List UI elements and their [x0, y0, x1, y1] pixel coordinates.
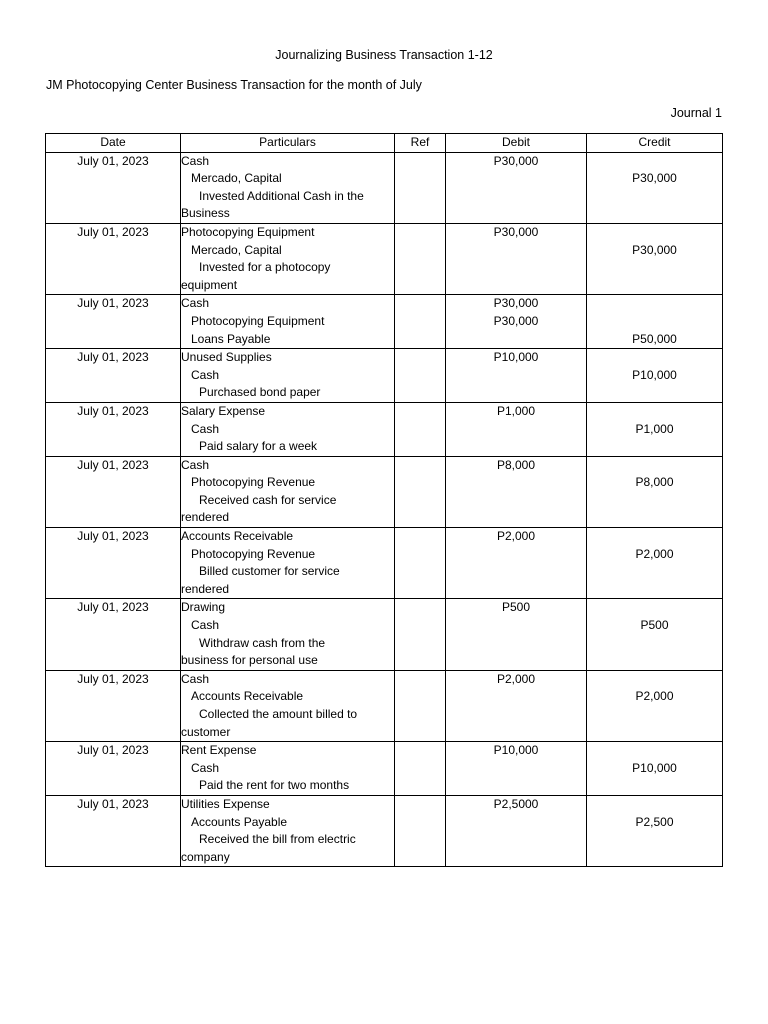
- ref-cell: [395, 402, 446, 456]
- table-row: [46, 295, 723, 349]
- ref-cell: [395, 349, 446, 403]
- credit-cell: [587, 528, 723, 599]
- date-cell: July 01, 2023: [46, 456, 181, 527]
- explanation: Collected the amount billed to: [199, 707, 358, 721]
- particulars-cell: [181, 152, 395, 223]
- ref-cell: [395, 295, 446, 349]
- debit-amount: P30,000: [493, 313, 539, 328]
- credit-amount: P1,000: [635, 421, 674, 436]
- date-cell: July 01, 2023: [46, 795, 181, 866]
- debit-cell: [446, 670, 587, 741]
- explanation: Purchased bond paper: [199, 385, 321, 400]
- credit-amount: P30,000: [632, 242, 677, 257]
- table-row: [46, 599, 723, 670]
- date-cell: July 01, 2023: [46, 670, 181, 741]
- debit-amount: P2,000: [496, 671, 536, 686]
- particulars-cell: [181, 528, 395, 599]
- explanation-continued: Business: [181, 206, 230, 221]
- credit-amount: P50,000: [632, 331, 677, 346]
- explanation-continued: company: [181, 849, 230, 864]
- credit-amount: P10,000: [632, 367, 677, 382]
- table-row: [46, 152, 723, 223]
- debit-account: Utilities Expense: [181, 796, 270, 811]
- credit-spacer: [587, 224, 722, 242]
- credit-cell: [587, 349, 723, 403]
- table-row: [46, 223, 723, 294]
- date-cell: July 01, 2023: [46, 402, 181, 456]
- debit-amount: P1,000: [496, 403, 536, 418]
- ref-cell: [395, 742, 446, 796]
- date-cell: July 01, 2023: [46, 223, 181, 294]
- explanation-continued: business for personal use: [181, 653, 318, 668]
- explanation-continued: rendered: [181, 581, 230, 596]
- explanation-continued: equipment: [181, 277, 238, 292]
- credit-cell: [587, 599, 723, 670]
- particulars-cell: [181, 456, 395, 527]
- debit-cell: [446, 152, 587, 223]
- date-cell: July 01, 2023: [46, 349, 181, 403]
- ref-cell: [395, 670, 446, 741]
- particulars-cell: [181, 670, 395, 741]
- ref-cell: [395, 528, 446, 599]
- credit-amount: P2,000: [635, 546, 674, 561]
- credit-amount: P30,000: [632, 171, 677, 186]
- credit-cell: [587, 456, 723, 527]
- credit-spacer: [587, 313, 722, 331]
- debit-cell: [446, 742, 587, 796]
- date-cell: July 01, 2023: [46, 152, 181, 223]
- debit-cell: [446, 402, 587, 456]
- ref-cell: [395, 223, 446, 294]
- debit-account: Cash: [181, 153, 210, 168]
- credit-spacer: [587, 457, 722, 475]
- credit-cell: [587, 742, 723, 796]
- debit-account: Cash: [181, 296, 210, 311]
- debit-account: Rent Expense: [181, 743, 257, 758]
- credit-account: Cash: [191, 760, 220, 775]
- table-row: [46, 402, 723, 456]
- table-row: [46, 742, 723, 796]
- debit-cell: [446, 456, 587, 527]
- credit-account: Mercado, Capital: [191, 171, 282, 186]
- credit-account: Cash: [191, 618, 220, 633]
- date-cell: July 01, 2023: [46, 599, 181, 670]
- document-title: Journalizing Business Transaction 1-12: [275, 48, 493, 62]
- debit-amount: P30,000: [493, 153, 539, 168]
- table-row: [46, 670, 723, 741]
- table-row: [46, 528, 723, 599]
- debit-account: Accounts Receivable: [181, 529, 294, 544]
- credit-amount: P8,000: [635, 475, 674, 490]
- header-credit: Credit: [587, 134, 723, 153]
- explanation: Received cash for service: [199, 492, 337, 507]
- credit-account: Accounts Payable: [191, 814, 288, 829]
- credit-amount: P2,500: [635, 814, 674, 829]
- debit-cell: [446, 295, 587, 349]
- particulars-cell: [181, 223, 395, 294]
- credit-account: Photocopying Revenue: [191, 546, 316, 561]
- credit-account: Photocopying Revenue: [191, 475, 316, 490]
- debit-amount: P30,000: [493, 296, 539, 311]
- ref-cell: [395, 599, 446, 670]
- credit-amount: P10,000: [632, 760, 677, 775]
- date-cell: July 01, 2023: [46, 742, 181, 796]
- particulars-cell: [181, 599, 395, 670]
- credit-account: Cash: [191, 421, 220, 436]
- explanation-continued: customer: [181, 724, 231, 739]
- particulars-cell: [181, 795, 395, 866]
- explanation: Invested for a photocopy: [199, 260, 331, 275]
- explanation: Withdraw cash from the: [199, 635, 326, 650]
- debit-cell: [446, 223, 587, 294]
- header-particulars: Particulars: [181, 134, 395, 153]
- debit-cell: [446, 795, 587, 866]
- credit-amount: P2,000: [635, 689, 674, 704]
- credit-spacer: [587, 742, 722, 760]
- credit-account: Mercado, Capital: [191, 242, 282, 257]
- explanation: Paid salary for a week: [199, 439, 318, 454]
- explanation-continued: rendered: [181, 510, 230, 525]
- debit-account: Cash: [181, 671, 210, 686]
- credit-account: Photocopying Equipment: [191, 313, 325, 328]
- debit-account: Drawing: [181, 600, 226, 615]
- particulars-cell: [181, 402, 395, 456]
- debit-cell: [446, 349, 587, 403]
- table-row: [46, 795, 723, 866]
- debit-amount: P10,000: [493, 350, 539, 365]
- credit-spacer: [587, 295, 722, 313]
- debit-amount: P8,000: [496, 457, 536, 472]
- date-cell: July 01, 2023: [46, 295, 181, 349]
- particulars-cell: [181, 349, 395, 403]
- debit-cell: [446, 528, 587, 599]
- credit-cell: [587, 402, 723, 456]
- explanation: Billed customer for service: [199, 564, 340, 579]
- header-ref: Ref: [395, 134, 446, 153]
- credit-cell: [587, 223, 723, 294]
- credit-spacer: [587, 349, 722, 367]
- debit-account: Unused Supplies: [181, 350, 272, 365]
- credit-cell: [587, 670, 723, 741]
- credit-spacer: [587, 153, 722, 171]
- credit-spacer: [587, 528, 722, 546]
- credit-spacer: [587, 403, 722, 421]
- particulars-cell: [181, 742, 395, 796]
- explanation: Received the bill from electric: [199, 832, 356, 847]
- table-row: [46, 349, 723, 403]
- explanation: Paid the rent for two months: [199, 778, 350, 793]
- header-date: Date: [46, 134, 181, 153]
- credit-account: Accounts Receivable: [191, 689, 304, 704]
- debit-account: Cash: [181, 457, 210, 472]
- debit-amount: P10,000: [493, 743, 539, 758]
- ref-cell: [395, 456, 446, 527]
- explanation: Invested Additional Cash in the: [199, 188, 364, 203]
- debit-amount: P30,000: [493, 224, 539, 239]
- credit-cell: [587, 795, 723, 866]
- table-row: [46, 456, 723, 527]
- debit-amount: P2,000: [496, 529, 536, 544]
- journal-label: Journal 1: [670, 106, 722, 120]
- ref-cell: [395, 152, 446, 223]
- credit-cell: [587, 152, 723, 223]
- debit-account: Photocopying Equipment: [181, 224, 315, 239]
- credit-account: Cash: [191, 367, 220, 382]
- debit-amount: P2,5000: [493, 796, 539, 811]
- header-debit: Debit: [446, 134, 587, 153]
- credit-amount: P500: [640, 618, 669, 633]
- debit-amount: P500: [501, 600, 531, 615]
- credit-cell: [587, 295, 723, 349]
- debit-account: Salary Expense: [181, 403, 266, 418]
- debit-cell: [446, 599, 587, 670]
- credit-account: Loans Payable: [191, 331, 271, 346]
- journal-table: [45, 133, 723, 867]
- journal-body: [46, 152, 723, 867]
- particulars-cell: [181, 295, 395, 349]
- credit-spacer: [587, 599, 722, 617]
- ref-cell: [395, 795, 446, 866]
- date-cell: July 01, 2023: [46, 528, 181, 599]
- credit-spacer: [587, 796, 722, 814]
- table-header-row: [46, 134, 723, 153]
- document-subtitle: JM Photocopying Center Business Transaction for the month of July: [46, 78, 422, 92]
- credit-spacer: [587, 671, 722, 689]
